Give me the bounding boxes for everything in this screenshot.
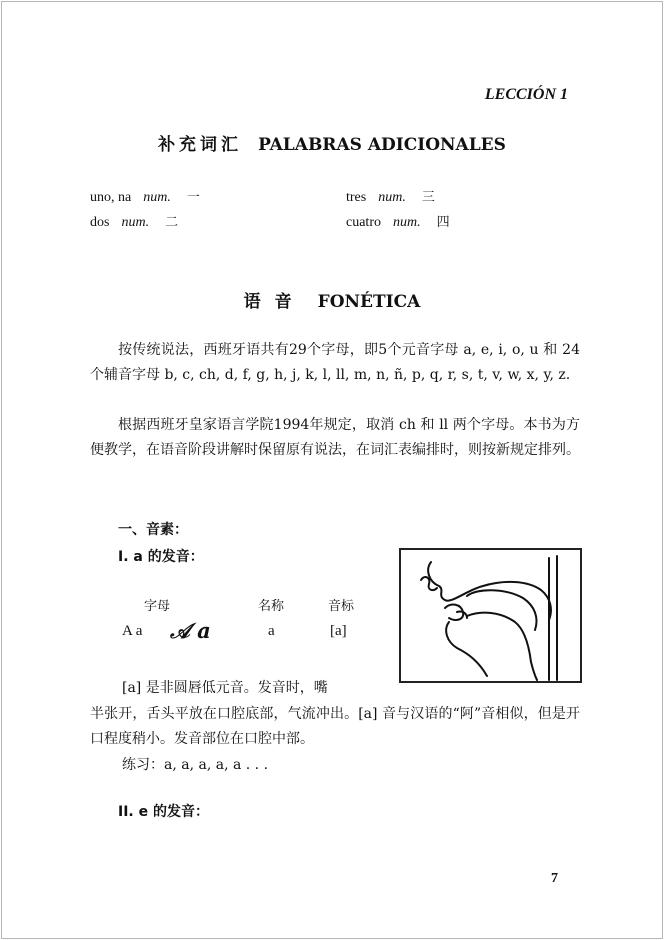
vocab-item <box>90 211 178 231</box>
vocab-pos: num. <box>143 190 171 205</box>
reform-paragraph: 根据西班牙皇家语言学院1994年规定，取消 ch 和 ll 两个字母。本书为方便教学，在语音阶段讲解时保留原有说法，在词汇表编排时，则按新规定排列。 <box>90 417 580 458</box>
letter-name: a <box>268 623 275 639</box>
page-number: 7 <box>551 871 558 886</box>
vocab-item <box>346 186 435 206</box>
vocab-pos: num. <box>378 190 406 205</box>
mouth-diagram <box>399 548 582 683</box>
section-phonemes-title: 一、音素： <box>118 522 188 538</box>
intro-paragraph: 按传统说法，西班牙语共有29个字母，即5个元音字母 a, e, i, o, u 和 24个辅音字母 b, c, ch, d, f, g, h, j, k, l, ll, m, n, ñ, p, q, r, s, t, v, w, x, y, z. <box>90 342 580 383</box>
mouth-profile-illustration <box>401 550 580 681</box>
vocab-pos: num. <box>121 215 150 230</box>
vocab-word: uno, na <box>90 190 132 205</box>
vocab-meaning: 二 <box>165 215 179 230</box>
vocab-pos: num. <box>392 215 421 230</box>
vocab-title <box>0 130 664 155</box>
vocab-word: cuatro <box>346 215 381 230</box>
a-pronunciation-title: I. a 的发音： <box>118 549 204 565</box>
letter-script: 𝒜 a <box>170 618 211 643</box>
vocab-meaning: 一 <box>186 190 200 205</box>
vocab-meaning: 三 <box>421 190 435 205</box>
vocab-word: tres <box>346 190 367 205</box>
col-letter-header: 字母 <box>144 599 171 614</box>
e-pronunciation-title: II. e 的发音： <box>118 804 209 820</box>
vocab-word: dos <box>90 215 110 230</box>
vocab-meaning: 四 <box>436 215 450 230</box>
vocab-title-es: PALABRAS ADICIONALES <box>258 135 506 155</box>
practice-line: 练习：a, a, a, a, a . . . <box>122 757 269 773</box>
letter-ipa: [a] <box>330 623 347 639</box>
description-first-line: [a] 是非圆唇低元音。发音时，嘴 <box>122 680 328 696</box>
col-ipa-header: 音标 <box>328 599 355 614</box>
letter-print: A a <box>122 623 143 639</box>
lesson-header: LECCIÓN 1 <box>484 86 568 103</box>
vocab-item <box>346 211 450 231</box>
col-name-header: 名称 <box>258 599 285 614</box>
phonetics-title-zh: 语音 <box>243 292 306 312</box>
vocab-item <box>90 186 200 206</box>
vocab-title-zh: 补充词汇 <box>158 135 243 155</box>
phonetics-title-es: FONÉTICA <box>317 292 421 312</box>
description-paragraph: 半张开，舌头平放在口腔底部，气流冲出。[a] 音与汉语的“阿”音相似，但是开口程度稍小。发音部位在口腔中部。 <box>90 706 580 747</box>
phonetics-title <box>0 287 664 312</box>
